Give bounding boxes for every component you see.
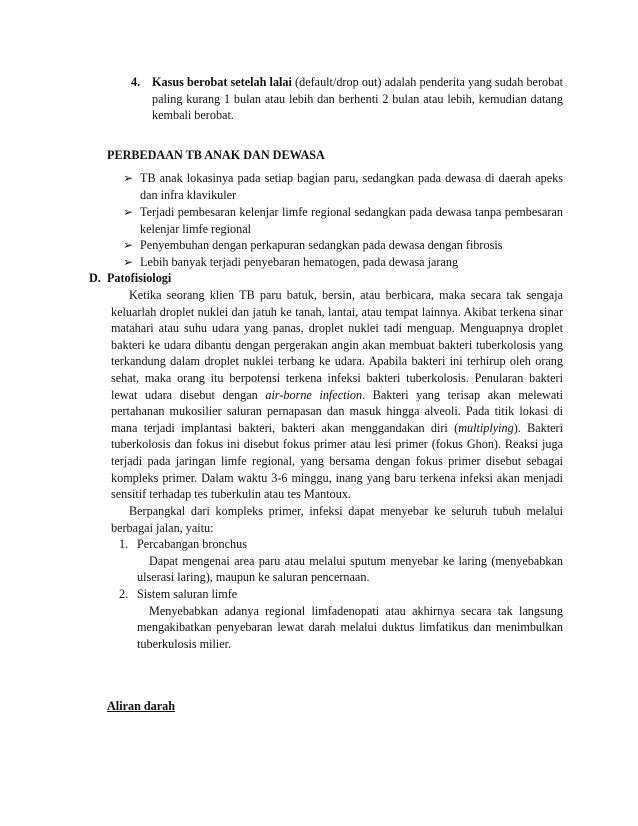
para1-italic-term: multiplying [458, 420, 514, 435]
item4-title: Kasus berobat setelah lalai [152, 75, 292, 89]
patofisiologi-paragraph-2 [111, 503, 563, 536]
arrow-bullet-icon: ➢ [123, 238, 134, 252]
bullet-item [123, 204, 563, 237]
list-text-content: Menyebabkan adanya regional limfadenopati atau akhirnya secara tak langsung mengakibatkan penyebaran lewat darah melalui duktus limfatikus dan menimbulkan tuberkulosis milier. [137, 603, 563, 651]
para1-text-b: . Bakteri yang terisap akan melewati pertahanan mukosilier saluran pernapasan dan masuk hingga alveoli. Pada titik lokasi di mana terjadi implantasi bakteri, bakteri akan menggandakan diri ( [111, 387, 563, 435]
bullet-item [123, 237, 563, 254]
perbedaan-heading: PERBEDAAN TB ANAK DAN DEWASA [107, 148, 325, 162]
arrow-bullet-icon: ➢ [123, 205, 134, 219]
list-text [137, 553, 563, 586]
list-item [119, 536, 563, 586]
patofisiologi-heading [89, 270, 171, 287]
para1-text-c: ). Bakteri tuberkolosis dan fokus ini disebut fokus primer atau lesi primer (fokus Ghon). Reaksi juga terjadi pada jaringan limfe regional, yang bersama dengan fokus primer disebut sebagai kompleks primer. Dalam waktu 3-6 minggu, inang yang baru terkena infeksi akan menjadi sensitif terhadap tes tuberkulin atau tes Mantoux. [111, 420, 563, 502]
section-title: Patofisiologi [106, 271, 172, 285]
list-title: Percabangan bronchus [137, 537, 247, 551]
bullet-text: Terjadi pembesaran kelenjar limfe regional sedangkan pada dewasa tanpa pembesaran kelenjar limfe regional [140, 205, 563, 236]
arrow-bullet-icon: ➢ [123, 255, 134, 269]
para2-text: Berpangkal dari kompleks primer, infeksi dapat menyebar ke seluruh tubuh melalui berbagai jalan, yaitu: [111, 504, 563, 535]
section-letter: D. [89, 271, 101, 285]
list-text-content: Dapat mengenai area paru atau melalui sputum menyebar ke laring (menyebabkan ulserasi laring), maupun ke saluran pencernaan. [137, 553, 563, 585]
list-item [119, 586, 563, 652]
bullet-text: Penyembuhan dengan perkapuran sedangkan pada dewasa dengan fibrosis [140, 238, 503, 252]
list-text [137, 603, 563, 653]
bullet-text: Lebih banyak terjadi penyebaran hematogen, pada dewasa jarang [140, 255, 459, 269]
bullet-text: TB anak lokasinya pada setiap bagian paru, sedangkan pada dewasa di daerah apeks dan infra klavikuler [140, 171, 563, 202]
list-number: 1. [119, 537, 129, 551]
arrow-bullet-icon: ➢ [123, 171, 134, 185]
item4-number: 4. [131, 75, 141, 89]
patofisiologi-paragraph-1 [111, 287, 563, 503]
bullet-item [123, 254, 563, 271]
aliran-darah-heading: Aliran darah [107, 699, 176, 713]
item4-text: (default/drop out) adalah penderita yang sudah berobat paling kurang 1 bulan atau lebih dan berhenti 2 bulan atau lebih, kemudian datang kembali berobat. [152, 75, 563, 123]
list-number: 2. [119, 587, 129, 601]
bullet-item [123, 170, 563, 203]
list-title: Sistem saluran limfe [137, 587, 238, 601]
para1-text-a: Ketika seorang klien TB paru batuk, bersin, atau berbicara, maka secara tak sengaja keluarlah droplet nuklei dan jatuh ke tanah, lantai, atau tempat lainnya. Akibat terkena sinar matahari atau suhu udara yang panas, droplet nuklei tadi menguap. Menguapnya droplet bakteri ke udara dibantu dengan pergerakan angin akan membuat bakteri tuberkolosis yang terkandung dalam droplet nuklei terbang ke udara. Apabila bakteri ini terhirup oleh orang sehat, maka orang itu berpotensi terkena infeksi bakteri tuberkolosis. Penularan bakteri lewat udara disebut dengan [111, 288, 563, 402]
item4-paragraph [152, 74, 563, 124]
para1-italic-term: air-borne infection [265, 387, 363, 402]
